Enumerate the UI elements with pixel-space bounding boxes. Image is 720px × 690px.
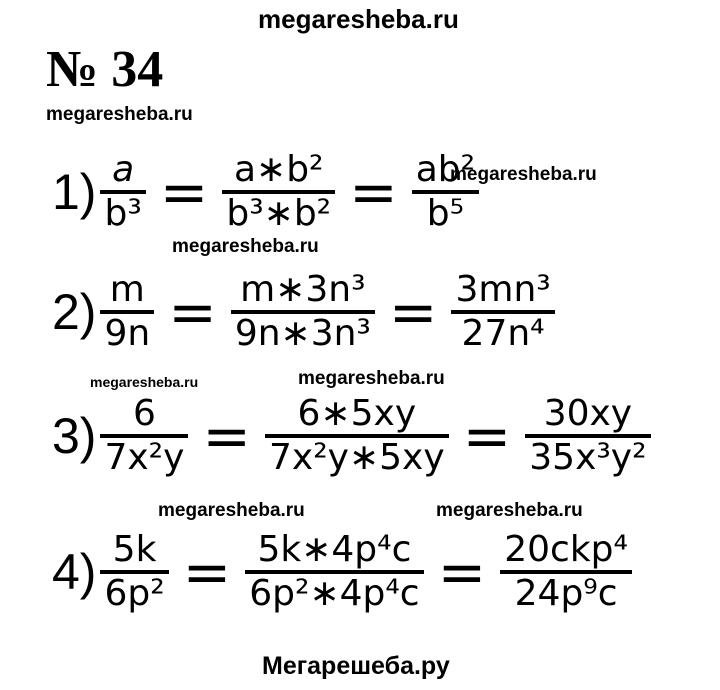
fraction <box>500 530 632 614</box>
denominator: 9n∗3n³ <box>234 313 371 354</box>
numerator: m∗3n³ <box>240 269 366 310</box>
denominator: 6p² <box>104 573 165 614</box>
numerator: m <box>109 269 145 310</box>
numerator: a∗b² <box>233 149 324 190</box>
watermark-row3-below-left: megaresheba.ru <box>158 500 305 521</box>
fraction <box>100 150 145 234</box>
denominator: b⁵ <box>426 193 465 234</box>
numerator: ab² <box>415 149 476 190</box>
denominator: b³ <box>104 193 142 234</box>
denominator: 7x²y∗5xy <box>269 437 445 478</box>
numerator: 6 <box>132 393 156 434</box>
equals-sign: = <box>202 402 252 470</box>
numerator: 20ckp⁴ <box>504 529 628 570</box>
watermark-row1-right: megaresheba.ru <box>450 164 597 185</box>
denominator: 9n <box>104 313 151 354</box>
equals-sign: = <box>349 158 398 226</box>
fraction <box>100 530 168 614</box>
numerator: 5k <box>112 529 157 570</box>
watermark-under-title: megaresheba.ru <box>46 104 193 125</box>
equals-sign: = <box>159 158 209 226</box>
numerator: 6∗5xy <box>297 393 417 434</box>
denominator: 7x²y <box>104 437 185 478</box>
fraction <box>412 150 479 234</box>
equals-sign: = <box>182 538 232 606</box>
row-label: 2) <box>52 284 97 340</box>
denominator: 35x³y² <box>529 437 647 478</box>
denominator: 6p²∗4p⁴c <box>249 573 420 614</box>
watermark-row2-below-left: megaresheba.ru <box>90 374 199 390</box>
denominator: 24p⁹c <box>514 573 618 614</box>
fraction <box>222 150 335 234</box>
numerator: 30xy <box>543 393 633 434</box>
fraction <box>100 394 188 478</box>
fraction <box>245 530 423 614</box>
equals-sign: = <box>388 278 438 346</box>
denominator: b³∗b² <box>226 193 332 234</box>
equation-row-1 <box>52 150 479 234</box>
problem-title: № 34 <box>46 41 164 98</box>
denominator: 27n⁴ <box>461 313 545 354</box>
fraction <box>451 270 554 354</box>
equation-row-4 <box>52 530 632 614</box>
numerator: 5k∗4p⁴c <box>257 529 412 570</box>
watermark-top: megaresheba.ru <box>258 4 459 34</box>
row-label: 4) <box>52 544 97 600</box>
row-label: 1) <box>52 164 97 220</box>
equation-row-2 <box>52 270 555 354</box>
numerator: 3mn³ <box>455 269 551 310</box>
fraction <box>525 394 650 478</box>
watermark-row2-below-mid: megaresheba.ru <box>298 368 445 389</box>
watermark-row3-below-right: megaresheba.ru <box>436 500 583 521</box>
equals-sign: = <box>462 402 512 470</box>
equals-sign: = <box>437 538 487 606</box>
fraction <box>100 270 154 354</box>
watermark-row1-below: megaresheba.ru <box>172 236 319 257</box>
equals-sign: = <box>168 278 217 346</box>
fraction <box>231 270 375 354</box>
numerator: a <box>112 149 135 190</box>
watermark-footer: Мегарешеба.ру <box>262 652 450 680</box>
row-label: 3) <box>52 408 97 464</box>
equation-row-3 <box>52 394 651 478</box>
fraction <box>265 394 449 478</box>
